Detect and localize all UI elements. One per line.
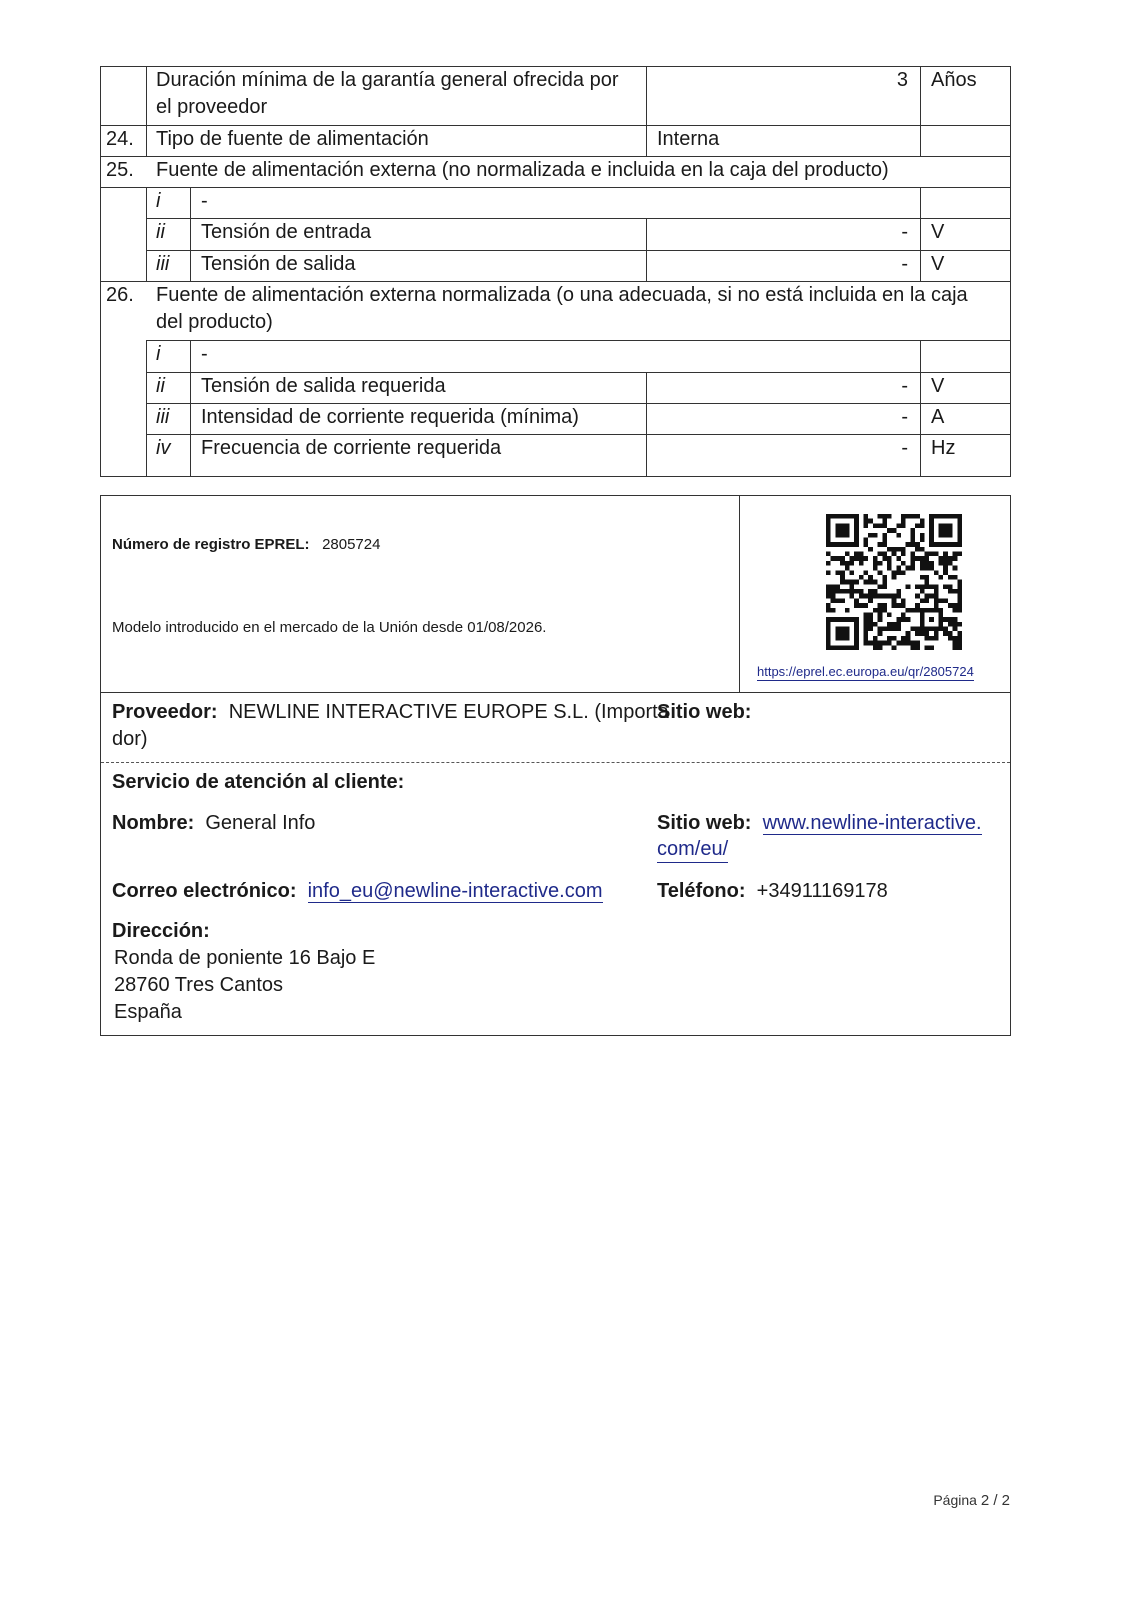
supplier-line1 [112, 698, 669, 726]
row-26-sub-index: i [156, 343, 161, 365]
address-line: España [114, 1001, 182, 1023]
page-label: Página [933, 1492, 977, 1508]
row-24-value: Interna [657, 128, 720, 150]
contact-phone [657, 877, 888, 905]
model-intro-text: Modelo introducido en el mercado de la Unión desde 01/08/2026. [112, 619, 547, 636]
row-24-number: 24. [106, 128, 134, 150]
row-25-sub-value: - [901, 221, 908, 243]
customer-service-heading: Servicio de atención al cliente: [112, 771, 405, 793]
address-line: 28760 Tres Cantos [114, 974, 283, 996]
supplier-label: Proveedor: [112, 701, 218, 723]
row-25-label: Fuente de alimentación externa (no normalizada e incluida en la caja del producto) [156, 159, 889, 181]
eprel-registry [112, 535, 380, 555]
dashed-divider [101, 762, 1010, 763]
row-26-sub-unit: V [931, 375, 945, 397]
row-26-sub-value: - [901, 406, 908, 428]
row-26-sub-label: Frecuencia de corriente requerida [201, 437, 502, 459]
row-26-sub-label: Tensión de salida requerida [201, 375, 446, 397]
supplier-name-line2: dor) [112, 728, 148, 750]
contact-website-label: Sitio web: [657, 812, 752, 834]
row-25-sub-index: iii [156, 253, 170, 275]
website-link-line1[interactable]: www.newline-interactive. [762, 812, 982, 834]
eprel-number: 2805724 [322, 536, 381, 553]
phone-label: Teléfono: [657, 880, 746, 902]
row-24-label: Tipo de fuente de alimentación [156, 128, 429, 150]
warranty-unit: Años [931, 69, 977, 91]
email-link[interactable]: info_eu@newline-interactive.com [307, 880, 603, 902]
phone-value: +34911169178 [756, 880, 888, 902]
row-26-sub-unit: Hz [931, 437, 956, 459]
row-25-sub-label: Tensión de entrada [201, 221, 372, 243]
spec-table [100, 66, 1011, 477]
row-26-sub-label: - [201, 343, 208, 365]
row-25-sub-unit: V [931, 253, 945, 275]
warranty-label-line2: el proveedor [156, 96, 268, 118]
row-26-label-line2: del producto) [156, 311, 273, 333]
row-26-sub-value: - [901, 375, 908, 397]
row-26-sub-label: Intensidad de corriente requerida (mínima) [201, 406, 579, 428]
row-25-sub-value: - [901, 253, 908, 275]
row-26-label-line1: Fuente de alimentación externa normalizada (o una adecuada, si no está incluida en la caja [156, 284, 968, 306]
email-label: Correo electrónico: [112, 880, 297, 902]
row-26-sub-index: iii [156, 406, 170, 428]
qr-url-link[interactable]: https://eprel.ec.europa.eu/qr/2805724 [757, 664, 974, 679]
row-25-number: 25. [106, 159, 134, 181]
row-26-sub-index: iv [156, 437, 171, 459]
page-value: 2 / 2 [980, 1492, 1010, 1509]
qr-code-icon[interactable] [826, 514, 962, 650]
eprel-label: Número de registro EPREL: [112, 536, 310, 553]
supplier-name-line1: NEWLINE INTERACTIVE EUROPE S.L. (Importa [228, 701, 669, 723]
contact-website [657, 809, 982, 837]
row-26-sub-unit: A [931, 406, 945, 428]
address-line: Ronda de poniente 16 Bajo E [114, 947, 376, 969]
row-26-sub-value: - [901, 437, 908, 459]
warranty-value: 3 [896, 69, 908, 91]
supplier-website-label: Sitio web: [657, 701, 752, 723]
page-number [933, 1492, 1010, 1509]
row-25-sub-index: ii [156, 221, 165, 243]
contact-name-value: General Info [205, 812, 316, 834]
contact-name-label: Nombre: [112, 812, 195, 834]
address-label: Dirección: [112, 920, 210, 942]
contact-email [112, 877, 603, 905]
row-26-sub-index: ii [156, 375, 165, 397]
warranty-label-line1: Duración mínima de la garantía general ofrecida por [156, 69, 619, 91]
row-25-sub-index: i [156, 190, 161, 212]
contact-name [112, 809, 315, 837]
row-25-sub-unit: V [931, 221, 945, 243]
row-25-sub-label: Tensión de salida [201, 253, 356, 275]
row-26-number: 26. [106, 284, 134, 306]
row-25-sub-label: - [201, 190, 208, 212]
website-link-line2[interactable]: com/eu/ [657, 836, 728, 863]
